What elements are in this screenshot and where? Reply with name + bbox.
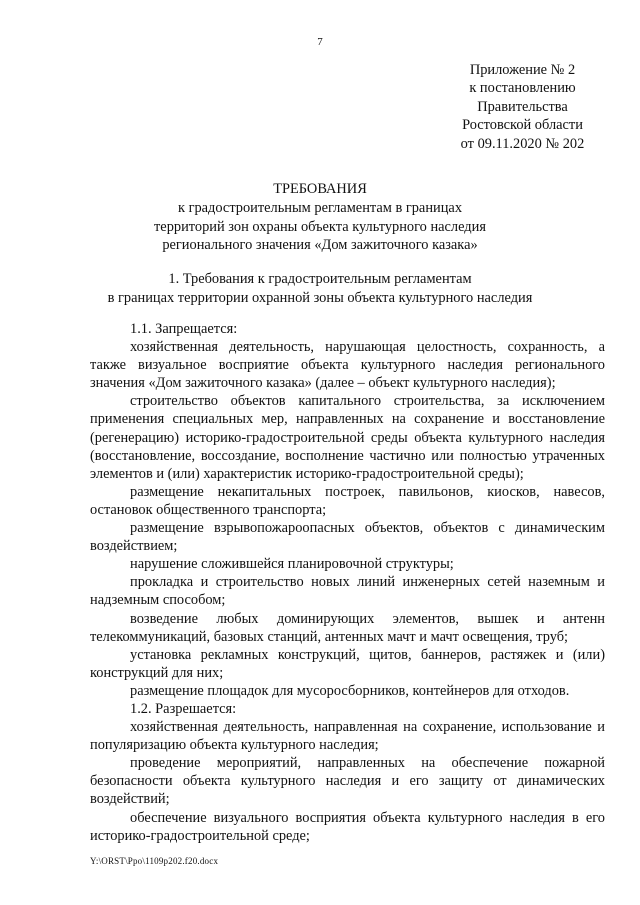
appendix-line: Приложение № 2 bbox=[469, 62, 576, 78]
appendix-line: от 09.11.2020 № 202 bbox=[460, 135, 585, 152]
title-line: к градостроительным регламентам в границах bbox=[177, 199, 463, 216]
paragraph: нарушение сложившейся планировочной структуры; bbox=[130, 556, 454, 573]
paragraph: прокладка и строительство новых линий инженерных сетей наземным и надземным способом; bbox=[90, 574, 605, 609]
appendix-line: к постановлению bbox=[469, 80, 576, 97]
paragraph: проведение мероприятий, направленных на обеспечение пожарной безопасности объекта культурного наследия и его защиту от динамических воздействий; bbox=[90, 755, 605, 808]
paragraph: хозяйственная деятельность, направленная на сохранение, использование и популяризацию объекта культурного наследия; bbox=[90, 719, 605, 754]
paragraph: обеспечение визуального восприятия объекта культурного наследия в его историко-градостроительной среде; bbox=[90, 809, 605, 844]
subsection-heading: 1.2. Разрешается: bbox=[130, 700, 237, 717]
section-heading-line: 1. Требования к градостроительным регламентам bbox=[168, 271, 472, 287]
paragraph: размещение площадок для мусоросборников, контейнеров для отходов. bbox=[130, 682, 570, 699]
title-heading: ТРЕБОВАНИЯ bbox=[273, 181, 367, 197]
document-title bbox=[80, 180, 560, 255]
paragraph: установка рекламных конструкций, щитов, баннеров, растяжек и (или) конструкций для них; bbox=[90, 646, 605, 681]
paragraph: размещение некапитальных построек, павильонов, киосков, навесов, остановок общественного транспорта; bbox=[90, 483, 605, 518]
section-heading bbox=[80, 270, 560, 308]
appendix-block bbox=[440, 61, 605, 153]
paragraph: возведение любых доминирующих элементов, вышек и антенн телекоммуникаций, базовых станций, антенных мачт и мачт освещения, труб; bbox=[90, 610, 605, 645]
paragraph: строительство объектов капитального строительства, за исключением применения специальных мер, направленных на сохранение и восстановление (регенерацию) историко-градостроительной среды объекта культурного наследия (восстановление, воссоздание, восполнение частично или полностью утраченных элементов и (или) характеристик историко-градостроительной среды); bbox=[90, 393, 605, 482]
appendix-line: Ростовской области bbox=[462, 117, 583, 134]
section-heading-line: в границах территории охранной зоны объекта культурного наследия bbox=[107, 289, 533, 306]
title-line: регионального значения «Дом зажиточного казака» bbox=[162, 237, 478, 254]
title-line: территорий зон охраны объекта культурного наследия bbox=[154, 218, 486, 235]
page-number: 7 bbox=[317, 36, 323, 48]
paragraph: размещение взрывопожароопасных объектов, объектов с динамическим воздействием; bbox=[90, 520, 605, 555]
paragraph: хозяйственная деятельность, нарушающая целостность, сохранность, а также визуальное восприятие объекта культурного наследия регионального значения «Дом зажиточного казака» (далее – объект культурного наследия); bbox=[90, 339, 605, 392]
appendix-line: Правительства bbox=[477, 98, 568, 115]
file-path-footer: Y:\ORST\Ppo\1109p202.f20.docx bbox=[90, 856, 219, 866]
subsection-heading: 1.1. Запрещается: bbox=[130, 321, 238, 337]
body-text bbox=[90, 320, 605, 845]
